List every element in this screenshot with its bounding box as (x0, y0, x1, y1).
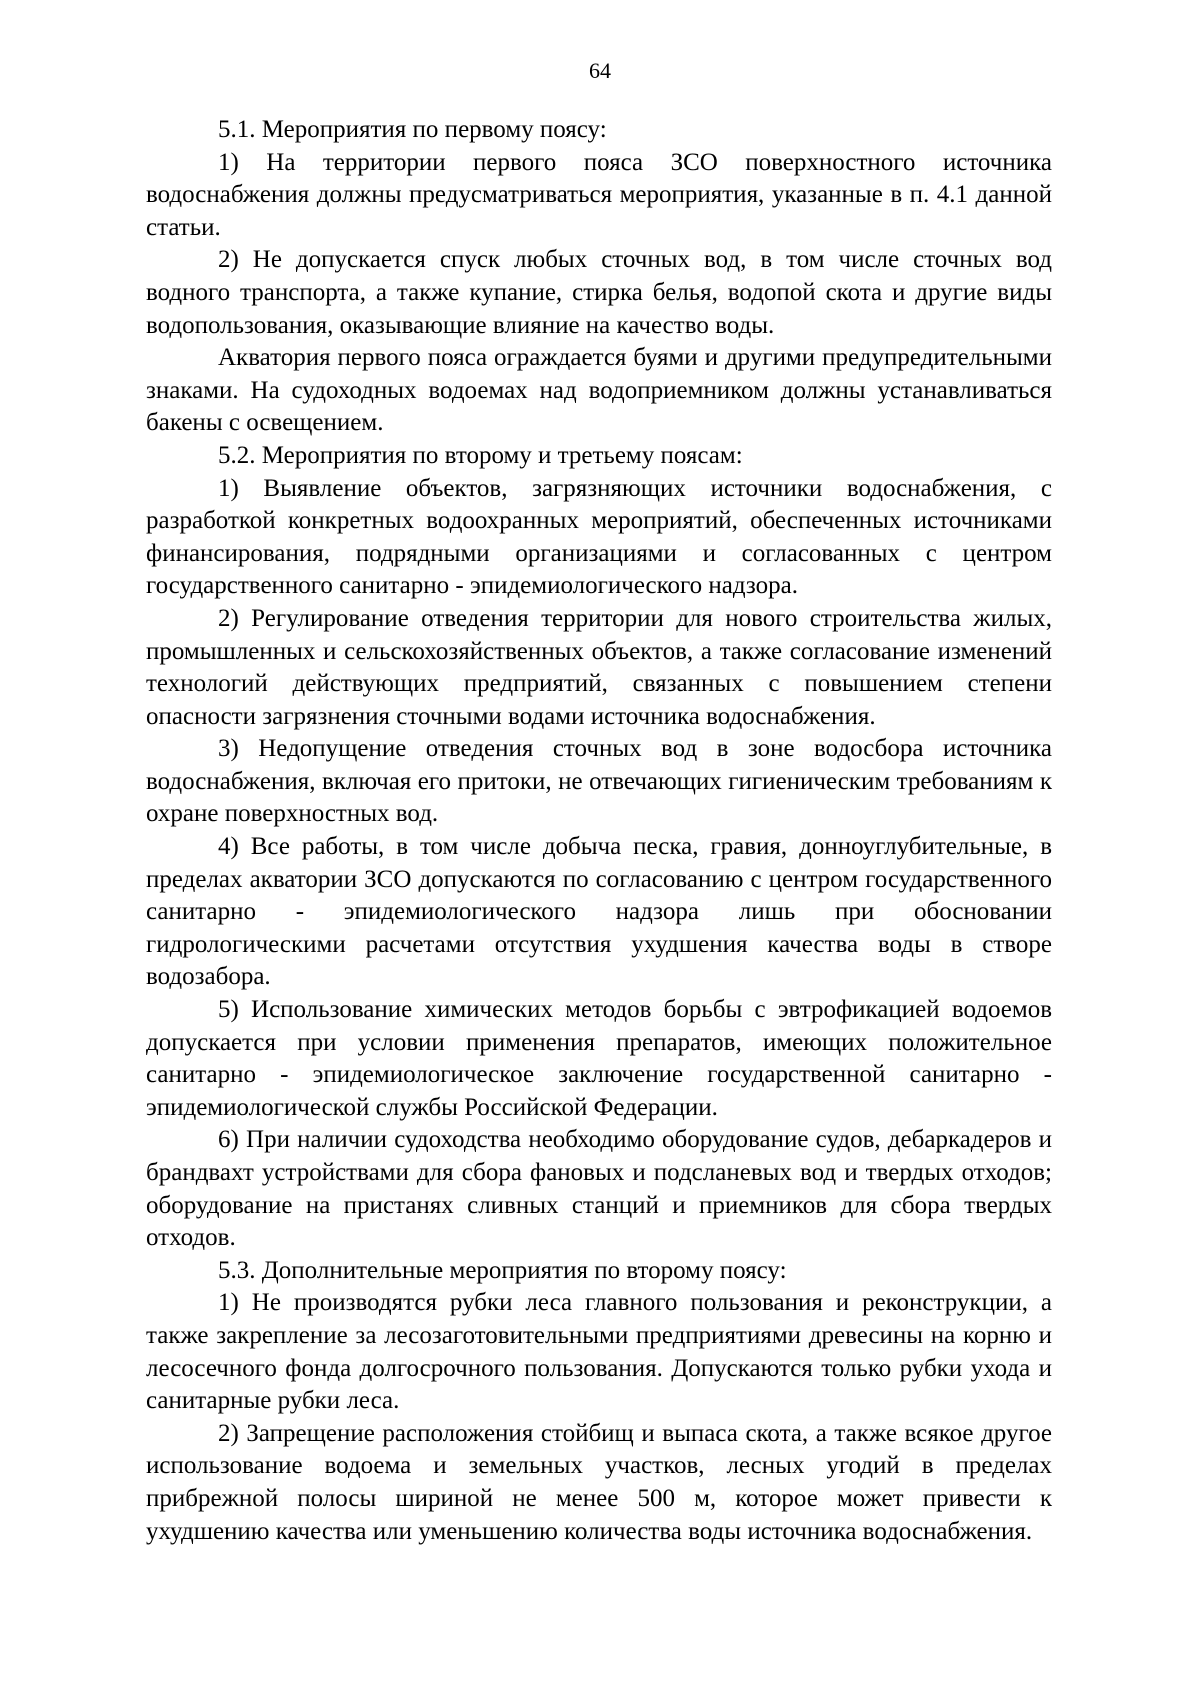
paragraph: 1) Не производятся рубки леса главного пользования и реконструкции, а также закрепление за лесозаготовительными предприятиями древесины на корню и лесосечного фонда долгосрочного пользования. Допускаются только рубки ухода и санитарные рубки леса. (146, 1289, 1052, 1415)
section-heading-5-3: 5.3. Дополнительные мероприятия по второму поясу: (218, 1256, 787, 1284)
page-number: 64 (589, 58, 611, 83)
paragraph: 4) Все работы, в том числе добыча песка, гравия, донноуглубительные, в пределах акватории ЗСО допускаются по согласованию с центром государственного санитарно - эпидемиологического надзора лишь при обосновании гидрологическими расчетами отсутствия ухудшения качества воды в створе водозабора. (146, 833, 1052, 991)
document-body (146, 114, 1052, 1548)
paragraph: 1) Выявление объектов, загрязняющих источники водоснабжения, с разработкой конкретных водоохранных мероприятий, обеспеченных источниками финансирования, подрядными организациями и согласованных с центром государственного санитарно - эпидемиологического надзора. (146, 474, 1052, 600)
paragraph: 1) На территории первого пояса ЗСО поверхностного источника водоснабжения должны предусматриваться мероприятия, указанные в п. 4.1 данной статьи. (146, 148, 1052, 241)
paragraph: 5) Использование химических методов борьбы с эвтрофикацией водоемов допускается при условии применения препаратов, имеющих положительное санитарно - эпидемиологическое заключение государственной санитарно - эпидемиологической службы Российской Федерации. (146, 996, 1052, 1121)
paragraph: 3) Недопущение отведения сточных вод в зоне водосбора источника водоснабжения, включая его притоки, не отвечающих гигиеническим требованиям к охране поверхностных вод. (146, 735, 1052, 828)
paragraph: 2) Запрещение расположения стойбищ и выпаса скота, а также всякое другое использование водоема и земельных участков, лесных угодий в пределах прибрежной полосы шириной не менее 500 м, которое может привести к ухудшению качества или уменьшению количества воды источника водоснабжения. (146, 1419, 1052, 1545)
section-heading-5-1: 5.1. Мероприятия по первому поясу: (218, 116, 607, 143)
paragraph: Акватория первого пояса ограждается буями и другими предупредительными знаками. На судоходных водоемах над водоприемником должны устанавливаться бакены с освещением. (146, 344, 1052, 437)
paragraph: 2) Регулирование отведения территории для нового строительства жилых, промышленных и сельскохозяйственных объектов, а также согласование изменений технологий действующих предприятий, связанных с повышением степени опасности загрязнения сточными водами источника водоснабжения. (146, 604, 1052, 730)
paragraph: 6) При наличии судоходства необходимо оборудование судов, дебаркадеров и брандвахт устройствами для сбора фановых и подсланевых вод и твердых отходов; оборудование на пристанях сливных станций и приемников для сбора твердых отходов. (146, 1126, 1052, 1252)
paragraph: 2) Не допускается спуск любых сточных вод, в том числе сточных вод водного транспорта, а также купание, стирка белья, водопой скота и другие виды водопользования, оказывающие влияние на качество воды. (146, 246, 1052, 339)
section-heading-5-2: 5.2. Мероприятия по второму и третьему поясам: (218, 441, 743, 469)
